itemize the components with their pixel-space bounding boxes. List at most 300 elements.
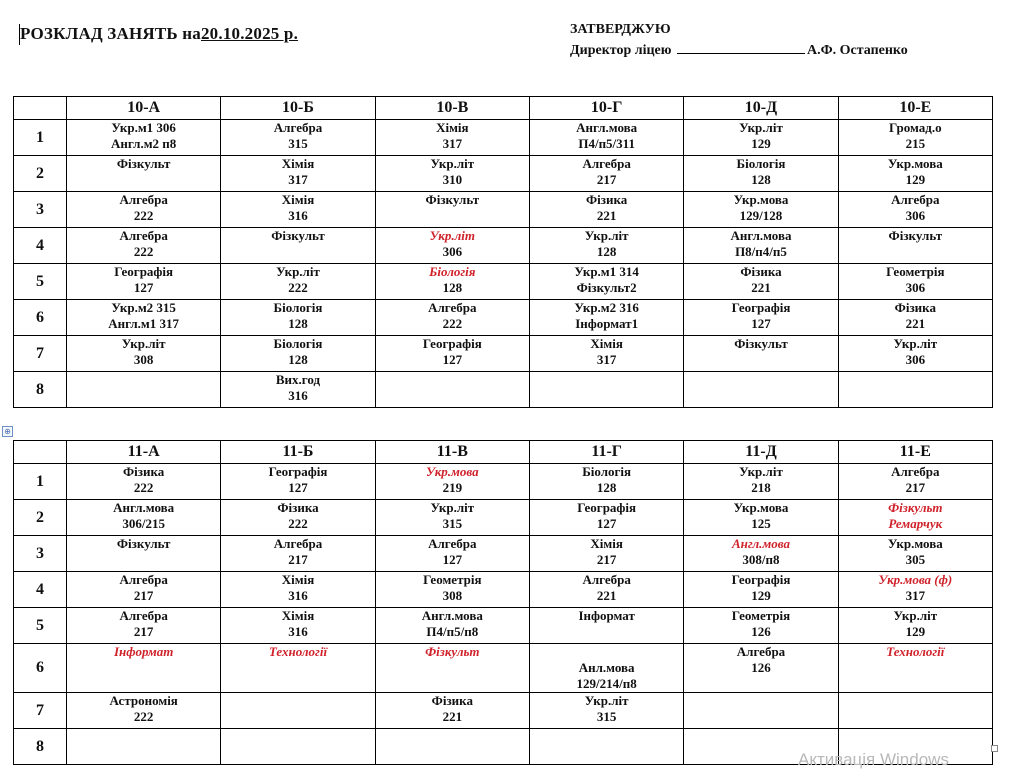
subject-text: Укр.мова [887, 536, 943, 551]
lesson-number: 2 [14, 500, 67, 536]
room-text: 221 [751, 280, 771, 295]
subject-text: Хімія [281, 192, 315, 207]
room-text: 316 [288, 208, 308, 223]
subject-text: Географія [422, 336, 482, 351]
room-text: 128 [288, 316, 308, 331]
room-text: 306 [905, 280, 926, 295]
lesson-row [14, 192, 993, 228]
subject-text: Фізика [123, 464, 165, 479]
lesson-cell [221, 120, 375, 156]
class-header: 10-Д [684, 97, 838, 120]
lesson-cell [838, 156, 992, 192]
lesson-cell [529, 464, 683, 500]
room-text: 308 [442, 588, 463, 603]
room-text: 129 [905, 172, 926, 187]
lesson-cell [221, 192, 375, 228]
subject-text: Фізкульт [888, 228, 943, 243]
room-text: Англ.м1 317 [108, 316, 180, 331]
lesson-cell [684, 644, 838, 693]
subject-text: Алгебра [273, 536, 323, 551]
lesson-cell [221, 300, 375, 336]
room-text: 317 [596, 352, 617, 367]
lesson-cell [221, 572, 375, 608]
lesson-cell [529, 693, 683, 729]
subject-text: Укр.м2 315 [111, 300, 176, 315]
table-resize-handle[interactable] [991, 745, 998, 752]
class-header: 11-А [67, 441, 221, 464]
room-text: 215 [905, 136, 926, 151]
subject-text: Технології [268, 644, 328, 659]
lesson-cell [221, 729, 375, 765]
lesson-cell [67, 228, 221, 264]
subject-text: Укр.мова [733, 192, 789, 207]
subject-text: Укр.літ [893, 336, 938, 351]
subject-text: Алгебра [428, 300, 477, 315]
subject-text: Геометрія [423, 572, 482, 587]
lesson-cell [684, 228, 838, 264]
approval-block [570, 19, 908, 61]
lesson-number: 7 [14, 336, 67, 372]
lesson-cell [375, 336, 529, 372]
subject-text: Фізика [586, 192, 628, 207]
subject-text: Біологія [736, 156, 786, 171]
room-text: 127 [442, 352, 463, 367]
lesson-cell [375, 120, 529, 156]
lesson-cell [684, 336, 838, 372]
room-text: 129 [905, 624, 926, 639]
lesson-row [14, 536, 993, 572]
lesson-cell [375, 228, 529, 264]
room-text: П4/п5/п8 [426, 624, 479, 639]
subject-text: Алгебра [273, 120, 323, 135]
lesson-row [14, 264, 993, 300]
class-header: 11-В [375, 441, 529, 464]
lesson-cell [838, 572, 992, 608]
room-text: Ремарчук [888, 516, 943, 531]
subject-text: Фізкульт [888, 500, 943, 515]
lesson-cell [67, 608, 221, 644]
class-header: 10-Е [838, 97, 992, 120]
subject-text: Алгебра [582, 572, 631, 587]
room-text: 127 [288, 480, 308, 495]
lesson-row [14, 336, 993, 372]
subject-text: Укр.м1 306 [111, 120, 176, 135]
subject-text: Укр.літ [739, 464, 783, 479]
room-text: 128 [442, 280, 463, 295]
room-text: 308 [133, 352, 154, 367]
lesson-cell [221, 228, 375, 264]
room-text: 305 [905, 552, 926, 567]
room-text: 126 [751, 624, 771, 639]
lesson-cell [221, 264, 375, 300]
room-text: 316 [288, 624, 308, 639]
lesson-cell [67, 372, 221, 408]
schedule-table-11 [13, 440, 993, 765]
lesson-cell [375, 192, 529, 228]
lesson-cell [375, 608, 529, 644]
lesson-cell [67, 120, 221, 156]
subject-text: Алгебра [582, 156, 631, 171]
lesson-cell [684, 300, 838, 336]
subject-text: Географія [268, 464, 328, 479]
room-text: 315 [596, 709, 617, 724]
lesson-cell [375, 572, 529, 608]
header-row [14, 97, 993, 120]
header-row [14, 441, 993, 464]
subject-text: Вих.год [275, 372, 321, 387]
room-text: 128 [751, 172, 771, 187]
lesson-cell [67, 644, 221, 693]
subject-text: Біологія [582, 464, 632, 479]
title-prefix: РОЗКЛАД ЗАНЯТЬ на [20, 24, 201, 43]
lesson-cell [375, 644, 529, 693]
lesson-row [14, 464, 993, 500]
subject-text: Фізкульт [116, 156, 171, 171]
lesson-cell [221, 693, 375, 729]
room-text: 222 [133, 709, 154, 724]
lesson-cell [67, 572, 221, 608]
lesson-cell [529, 156, 683, 192]
lesson-number: 7 [14, 693, 67, 729]
subject-text: Алгебра [119, 192, 168, 207]
lesson-cell [684, 536, 838, 572]
lesson-cell [838, 228, 992, 264]
approve-line [570, 40, 908, 61]
room-text: 316 [288, 388, 308, 403]
lesson-row [14, 608, 993, 644]
subject-text: Фізкульт [425, 192, 480, 207]
lesson-cell [838, 192, 992, 228]
lesson-cell [375, 372, 529, 408]
lesson-cell [838, 608, 992, 644]
approve-name: А.Ф. Остапенко [806, 43, 908, 58]
room-text: 222 [133, 208, 154, 223]
subject-text: Фізика [431, 693, 473, 708]
lesson-cell [375, 300, 529, 336]
class-header: 11-Е [838, 441, 992, 464]
room-text: 127 [751, 316, 771, 331]
doc-title [20, 24, 298, 44]
lesson-cell [684, 500, 838, 536]
lesson-cell [375, 464, 529, 500]
lesson-cell [684, 693, 838, 729]
subject-text: Укр.мова (ф) [878, 572, 953, 587]
room-text: 129/128 [739, 208, 783, 223]
subject-text: Хімія [436, 120, 469, 135]
lesson-number: 5 [14, 608, 67, 644]
room-text: 128 [288, 352, 308, 367]
lesson-cell [221, 336, 375, 372]
lesson-cell [529, 729, 683, 765]
subject-text: Алгебра [119, 228, 168, 243]
room-text: 222 [133, 480, 154, 495]
lesson-cell [529, 644, 683, 693]
class-header: 10-Г [529, 97, 683, 120]
lesson-row [14, 156, 993, 192]
subject-text: Англ.мова [576, 120, 638, 135]
room-text: 125 [751, 516, 771, 531]
lesson-row [14, 300, 993, 336]
subject-text: Хімія [281, 608, 315, 623]
windows-activation-watermark: Активація Windows [798, 750, 949, 769]
subject-text: Фізика [740, 264, 782, 279]
lesson-cell [375, 264, 529, 300]
subject-text: Фізкульт [734, 336, 788, 351]
class-header: 10-Б [221, 97, 375, 120]
lesson-number: 4 [14, 572, 67, 608]
lesson-cell [67, 500, 221, 536]
lesson-cell [67, 264, 221, 300]
lesson-cell [375, 536, 529, 572]
lesson-number: 2 [14, 156, 67, 192]
class-header: 11-Г [529, 441, 683, 464]
lesson-cell [375, 500, 529, 536]
lesson-cell [684, 120, 838, 156]
room-text: 217 [596, 552, 617, 567]
room-text: 219 [442, 480, 463, 495]
room-text: Інформат1 [575, 316, 639, 331]
lesson-cell [67, 336, 221, 372]
lesson-cell [838, 336, 992, 372]
lesson-cell [838, 644, 992, 693]
lesson-row [14, 693, 993, 729]
lesson-cell [838, 500, 992, 536]
room-text: 317 [905, 588, 926, 603]
lesson-cell [838, 264, 992, 300]
lesson-cell [67, 693, 221, 729]
room-text: 217 [288, 552, 308, 567]
lesson-cell [221, 644, 375, 693]
room-text: 129/214/п8 [576, 676, 637, 691]
lesson-cell [684, 372, 838, 408]
room-text: 128 [596, 244, 617, 259]
subject-text: Хімія [281, 572, 315, 587]
subject-text: Алгебра [119, 572, 168, 587]
room-text: 222 [288, 516, 308, 531]
lesson-cell [221, 608, 375, 644]
room-text: 222 [442, 316, 463, 331]
lesson-cell [838, 464, 992, 500]
lesson-number: 1 [14, 464, 67, 500]
room-text: 217 [133, 588, 154, 603]
room-text: Фізкульт2 [576, 280, 637, 295]
subject-text: Геометрія [886, 264, 945, 279]
subject-text: Хімія [281, 156, 315, 171]
lesson-cell [221, 464, 375, 500]
lesson-row [14, 120, 993, 156]
room-text: 310 [442, 172, 463, 187]
lesson-cell [67, 156, 221, 192]
subject-text: Біологія [273, 336, 323, 351]
lesson-number: 6 [14, 300, 67, 336]
lesson-cell [838, 536, 992, 572]
subject-text: Фізкульт [116, 536, 171, 551]
lesson-cell [529, 192, 683, 228]
room-text: 218 [751, 480, 771, 495]
class-header: 11-Д [684, 441, 838, 464]
lesson-cell [529, 228, 683, 264]
room-text: 127 [133, 280, 154, 295]
room-text: 126 [751, 660, 771, 675]
room-text: 306/215 [122, 516, 165, 531]
room-text: 221 [905, 316, 926, 331]
subject-text: Хімія [590, 336, 623, 351]
subject-text: Укр.літ [429, 228, 476, 243]
room-text: 308/п8 [742, 552, 780, 567]
room-text: 127 [596, 516, 617, 531]
schedule-table-10 [13, 96, 993, 408]
subject-text: Фізика [894, 300, 936, 315]
lesson-cell [375, 729, 529, 765]
room-text: 221 [596, 208, 617, 223]
subject-text: Укр.літ [121, 336, 166, 351]
lesson-cell [684, 264, 838, 300]
lesson-cell [529, 264, 683, 300]
lesson-cell [67, 192, 221, 228]
subject-text: Географія [731, 572, 791, 587]
lesson-number: 8 [14, 729, 67, 765]
approve-title: ЗАТВЕРДЖУЮ [570, 22, 671, 37]
lesson-cell [221, 156, 375, 192]
subject-text: Укр.літ [430, 156, 475, 171]
lesson-row [14, 572, 993, 608]
class-header: 10-В [375, 97, 529, 120]
signature-line [677, 41, 805, 54]
lesson-cell [529, 120, 683, 156]
subject-text: Біологія [273, 300, 323, 315]
subject-text: Алгебра [891, 464, 940, 479]
lesson-cell [529, 300, 683, 336]
subject-text: Алгебра [891, 192, 940, 207]
room-text: 217 [133, 624, 154, 639]
lesson-cell [67, 536, 221, 572]
subject-text: Укр.літ [893, 608, 938, 623]
subject-text: Укр.літ [430, 500, 475, 515]
subject-text: Англ.мова [731, 536, 790, 551]
lesson-number: 3 [14, 192, 67, 228]
subject-text: Біологія [429, 264, 476, 279]
lesson-number: 1 [14, 120, 67, 156]
lesson-cell [838, 693, 992, 729]
room-text: П4/п5/311 [578, 136, 635, 151]
subject-text: Алгебра [119, 608, 168, 623]
corner-cell [14, 97, 67, 120]
subject-text: Укр.мова [733, 500, 789, 515]
subject-text: Укр.літ [739, 120, 783, 135]
lesson-number: 4 [14, 228, 67, 264]
subject-text: Англ.мова [421, 608, 483, 623]
lesson-cell [375, 693, 529, 729]
subject-text: Астрономія [109, 693, 178, 708]
subject-text: Географія [114, 264, 174, 279]
class-header: 10-А [67, 97, 221, 120]
room-text: 306 [905, 352, 926, 367]
corner-cell [14, 441, 67, 464]
lesson-number: 5 [14, 264, 67, 300]
room-text: 315 [442, 516, 463, 531]
room-text: 127 [442, 552, 463, 567]
approve-role: Директор ліцею [570, 43, 672, 58]
room-text: 222 [133, 244, 154, 259]
lesson-cell [529, 336, 683, 372]
room-text: 317 [442, 136, 463, 151]
room-text: 222 [288, 280, 308, 295]
subject-text: Інформат [578, 608, 635, 623]
room-text: 129 [751, 136, 771, 151]
subject-text: Укр.літ [584, 228, 629, 243]
subject-text: Алгебра [736, 644, 786, 659]
room-text: Англ.м2 п8 [111, 136, 177, 151]
lesson-cell [375, 156, 529, 192]
lesson-cell [221, 500, 375, 536]
room-text: 306 [905, 208, 926, 223]
room-text: Анл.мова [578, 660, 635, 675]
title-date: 20.10.2025 р. [200, 24, 299, 43]
room-text: П8/п4/п5 [735, 244, 787, 259]
room-text: 129 [751, 588, 771, 603]
subject-text: Географія [577, 500, 637, 515]
lesson-cell [67, 464, 221, 500]
lesson-row [14, 372, 993, 408]
table-move-handle-icon[interactable]: ⊕ [2, 426, 13, 437]
lesson-cell [684, 464, 838, 500]
lesson-cell [529, 500, 683, 536]
room-text: 217 [905, 480, 926, 495]
room-text: 128 [596, 480, 617, 495]
subject-text: Алгебра [428, 536, 477, 551]
lesson-cell [838, 372, 992, 408]
lesson-cell [529, 372, 683, 408]
subject-text [530, 644, 683, 660]
subject-text: Фізкульт [425, 644, 480, 659]
subject-text: Укр.м1 314 [574, 264, 639, 279]
lesson-number: 8 [14, 372, 67, 408]
lesson-cell [67, 729, 221, 765]
room-text: 217 [596, 172, 617, 187]
subject-text: Укр.літ [584, 693, 629, 708]
lesson-row [14, 500, 993, 536]
subject-text: Фізкульт [271, 228, 325, 243]
subject-text: Технології [886, 644, 945, 659]
lesson-cell [838, 120, 992, 156]
lesson-cell [529, 572, 683, 608]
subject-text: Англ.мова [730, 228, 792, 243]
subject-text: Геометрія [731, 608, 791, 623]
class-header: 11-Б [221, 441, 375, 464]
room-text: 306 [442, 244, 463, 259]
lesson-number: 6 [14, 644, 67, 693]
lesson-row [14, 228, 993, 264]
lesson-cell [684, 572, 838, 608]
subject-text: Громад.о [889, 120, 942, 135]
lesson-cell [529, 536, 683, 572]
lesson-cell [838, 300, 992, 336]
subject-text: Хімія [590, 536, 623, 551]
subject-text: Укр.мова [425, 464, 479, 479]
subject-text: Укр.мова [887, 156, 943, 171]
subject-text: Укр.м2 316 [574, 300, 639, 315]
lesson-cell [221, 372, 375, 408]
lesson-cell [684, 156, 838, 192]
subject-text: Інформат [113, 644, 174, 659]
lesson-number: 3 [14, 536, 67, 572]
lesson-row [14, 644, 993, 693]
lesson-cell [67, 300, 221, 336]
subject-text: Фізика [277, 500, 319, 515]
subject-text: Географія [731, 300, 791, 315]
room-text: 317 [288, 172, 308, 187]
subject-text: Англ.мова [113, 500, 175, 515]
